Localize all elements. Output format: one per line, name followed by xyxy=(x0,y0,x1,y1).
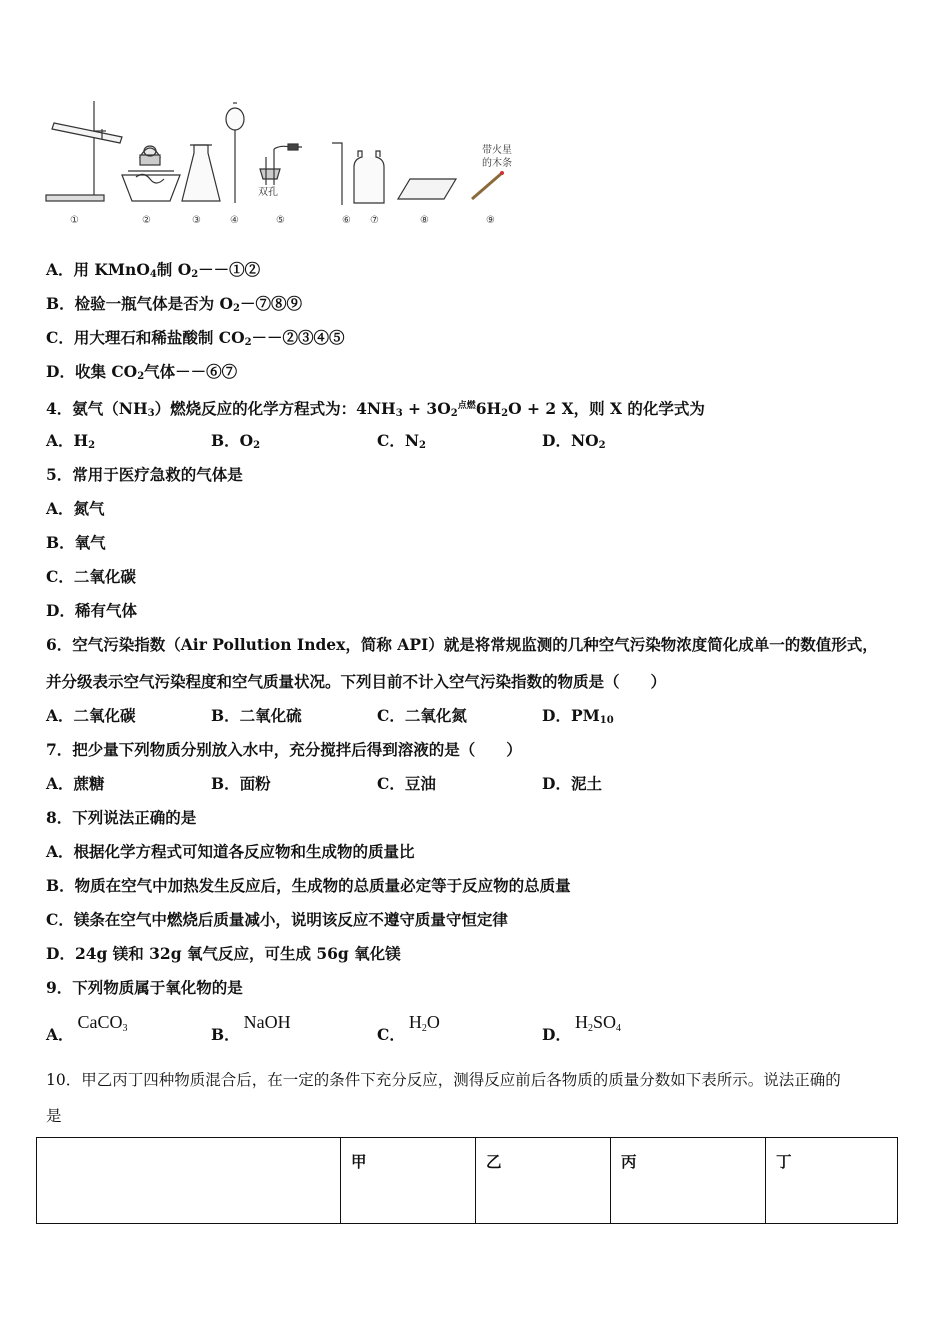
q7-option-c: C．豆油 xyxy=(377,774,436,793)
q8-stem: 8．下列说法正确的是 xyxy=(46,808,197,827)
fig-label-3: ③ xyxy=(192,215,201,226)
q8-option-a: A．根据化学方程式可知道各反应物和生成物的质量比 xyxy=(46,842,415,861)
q7-option-b: B．面粉 xyxy=(211,774,271,793)
fig-label-6: ⑥ xyxy=(342,215,351,226)
q4-option-d: D．$NO_2$ xyxy=(542,431,606,451)
fig-label-5: ⑤ xyxy=(276,215,285,226)
mass-fraction-table xyxy=(36,1137,898,1224)
table-header-ding: 丁 xyxy=(766,1138,898,1224)
q3-option-b: B．检验一瓶气体是否为 $O_2-⑦⑧⑨$ xyxy=(46,294,302,314)
q4-option-a: A．$H_2$ xyxy=(46,431,96,451)
q9-stem: 9．下列物质属于氧化物的是 xyxy=(46,978,243,997)
fig-label-8: ⑧ xyxy=(420,215,429,226)
alcohol-burner xyxy=(122,146,180,201)
q3-option-c: C．用大理石和稀盐酸制 $CO_2--②③④⑤$ xyxy=(46,328,345,348)
reaction-condition: 点燃 xyxy=(457,401,476,411)
fig-label-7: ⑦ xyxy=(370,215,379,226)
q6-option-d: D．$PM_{10}$ xyxy=(542,706,614,726)
q5-stem: 5．常用于医疗急救的气体是 xyxy=(46,465,243,484)
conical-flask xyxy=(182,145,220,201)
glass-plate xyxy=(398,179,456,199)
fig-label-2: ② xyxy=(142,215,151,226)
fig-label-1: ① xyxy=(70,215,79,226)
gas-collecting-bottle xyxy=(354,151,384,203)
q5-option-c: C．二氧化碳 xyxy=(46,567,136,586)
splint-label-2: 的木条 xyxy=(482,158,512,169)
fig-label-4: ④ xyxy=(230,215,239,226)
q7-option-d: D．泥土 xyxy=(542,774,602,793)
iron-stand-with-test-tube xyxy=(46,101,122,201)
fig-label-9: ⑨ xyxy=(486,215,495,226)
q5-option-b: B．氧气 xyxy=(46,533,106,552)
q6-option-c: C．二氧化氮 xyxy=(377,706,467,725)
apparatus-figure xyxy=(40,95,540,235)
q4-option-c: C．$N_2$ xyxy=(377,431,426,451)
long-neck-funnel xyxy=(226,103,244,203)
table-header-jia: 甲 xyxy=(341,1138,476,1224)
q9-option-b: B．NaOH xyxy=(211,1012,291,1044)
q9-option-d: D．$H_2SO_4$ xyxy=(542,1012,621,1044)
q5-option-d: D．稀有气体 xyxy=(46,601,137,620)
q6-stem-line2: 并分级表示空气污染程度和空气质量状况。下列目前不计入空气污染指数的物质是（ ） xyxy=(46,672,667,691)
table-header-row xyxy=(37,1138,898,1224)
q5-option-a: A．氮气 xyxy=(46,499,105,518)
q3-option-d: D．收集 $CO_2$气体－－⑥⑦ xyxy=(46,362,238,382)
q8-option-c: C．镁条在空气中燃烧后质量减小，说明该反应不遵守质量守恒定律 xyxy=(46,910,508,929)
two-hole-stopper xyxy=(260,144,302,185)
table-header-bing: 丙 xyxy=(611,1138,766,1224)
two-hole-label: 双孔 xyxy=(258,187,278,198)
q8-option-b: B．物质在空气中加热发生反应后，生成物的总质量必定等于反应物的总质量 xyxy=(46,876,571,895)
q10-stem-line1: 10．甲乙丙丁四种物质混合后，在一定的条件下充分反应，测得反应前后各物质的质量分数如下表所示。说法正确的 xyxy=(46,1071,841,1089)
q4-option-b: B．$O_2$ xyxy=(211,431,261,451)
q9-option-c: C．$H_2O$ xyxy=(377,1012,440,1044)
splint-label-1: 带火星 xyxy=(482,145,512,156)
q4-stem: 4．氨气$(NH_3)$燃烧反应的化学方程式为：$4NH_3 + 3O_2^{点燃}6H_2O + 2$ X，则 X 的化学式为 xyxy=(46,399,705,420)
q10-stem-line2: 是 xyxy=(46,1107,62,1125)
bent-glass-tube xyxy=(332,143,342,205)
glowing-splint xyxy=(472,171,504,199)
q6-option-b: B．二氧化硫 xyxy=(211,706,302,725)
q7-stem: 7．把少量下列物质分别放入水中，充分搅拌后得到溶液的是（ ） xyxy=(46,740,522,759)
q8-option-d: D．24g 镁和 32g 氧气反应，可生成 56g 氧化镁 xyxy=(46,944,401,963)
q6-stem-line1: 6．空气污染指数（Air Pollution Index，简称 API）就是将常规监测的几种空气污染物浓度简化成单一的数值形式， xyxy=(46,635,878,654)
table-header-blank xyxy=(37,1138,341,1224)
q9-option-a: A．CaCO$_3$ xyxy=(46,1012,128,1044)
q3-option-a: A．用 KMnO$_4$制 $O_2--①②$ xyxy=(46,260,261,280)
q7-option-a: A．蔗糖 xyxy=(46,774,105,793)
table-header-yi: 乙 xyxy=(476,1138,611,1224)
q6-option-a: A．二氧化碳 xyxy=(46,706,136,725)
